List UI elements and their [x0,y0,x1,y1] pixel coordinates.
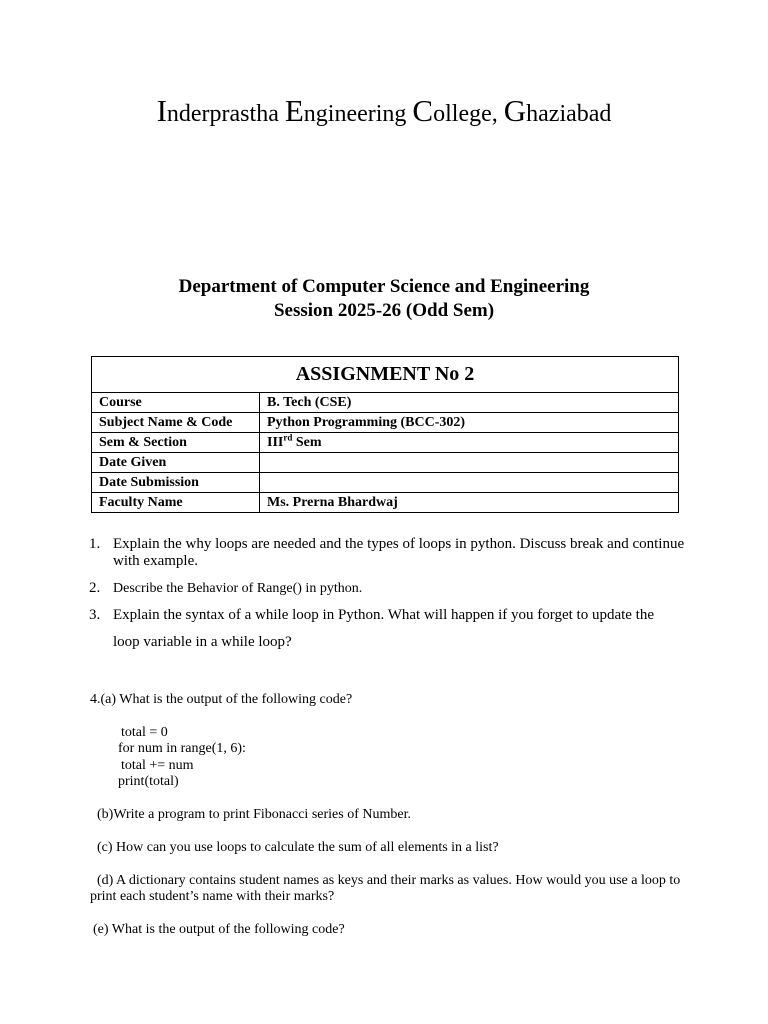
question-2-number: 2. [89,580,101,596]
table-title-row [92,357,679,393]
date-submission-value [260,473,679,493]
college-word-1-cap: I [156,93,167,128]
question-3-line-1: Explain the syntax of a while loop in Python. What will happen if you forget to update the [113,607,655,623]
question-4e: (e) What is the output of the following code? [93,922,345,937]
college-word-3-cap: C [412,93,434,128]
college-word-2-cap: E [284,93,304,128]
code-line-3: total += num [121,758,194,773]
question-3-line-2: loop variable in a while loop? [113,634,292,650]
date-submission-label: Date Submission [92,473,260,493]
code-line-2: for num in range(1, 6): [118,741,246,756]
code-line-1: total = 0 [121,725,168,740]
question-3-number: 3. [89,607,101,623]
college-word-3-rest: ollege, [433,101,504,127]
question-4b: (b)Write a program to print Fibonacci series of Number. [97,807,411,822]
subject-label: Subject Name & Code [92,413,260,433]
college-word-1-rest: nderprastha [166,101,285,127]
code-line-4: print(total) [118,774,179,789]
sem-value-sup: rd [283,432,293,443]
assignment-info-table [91,356,679,513]
assignment-title: ASSIGNMENT No 2 [92,357,679,393]
question-4d-line-2: print each student’s name with their marks? [90,889,335,904]
question-4d-line-1: (d) A dictionary contains student names as keys and their marks as values. How would you use a loop to [97,873,681,888]
table-row-faculty [92,493,679,513]
college-word-4-rest: haziabad [526,101,612,127]
department-heading [0,275,768,323]
sem-value-tail: Sem [292,435,322,450]
college-name [0,93,768,129]
college-word-2-rest: ngineering [303,101,413,127]
college-word-4-cap: G [503,93,527,128]
table-row-subject [92,413,679,433]
sem-value-main: III [267,435,284,450]
date-given-value [260,453,679,473]
session-label: Session 2025-26 (Odd Sem) [273,300,495,321]
table-row-sem [92,433,679,453]
table-row-date-submission [92,473,679,493]
faculty-label: Faculty Name [92,493,260,513]
date-given-label: Date Given [92,453,260,473]
sem-label: Sem & Section [92,433,260,453]
question-2-text: Describe the Behavior of Range() in python. [113,581,363,596]
question-1-number: 1. [89,536,101,552]
faculty-value: Ms. Prerna Bhardwaj [260,493,679,513]
table-row-course [92,393,679,413]
question-4c: (c) How can you use loops to calculate the sum of all elements in a list? [97,840,499,855]
table-row-date-given [92,453,679,473]
question-1-text: Explain the why loops are needed and the types of loops in python. Discuss break and continue with example. [113,536,685,569]
department-name: Department of Computer Science and Engineering [178,276,590,297]
course-value: B. Tech (CSE) [260,393,679,413]
course-label: Course [92,393,260,413]
sem-value [260,433,679,453]
question-4a: 4.(a) What is the output of the following code? [90,692,353,707]
subject-value: Python Programming (BCC-302) [260,413,679,433]
